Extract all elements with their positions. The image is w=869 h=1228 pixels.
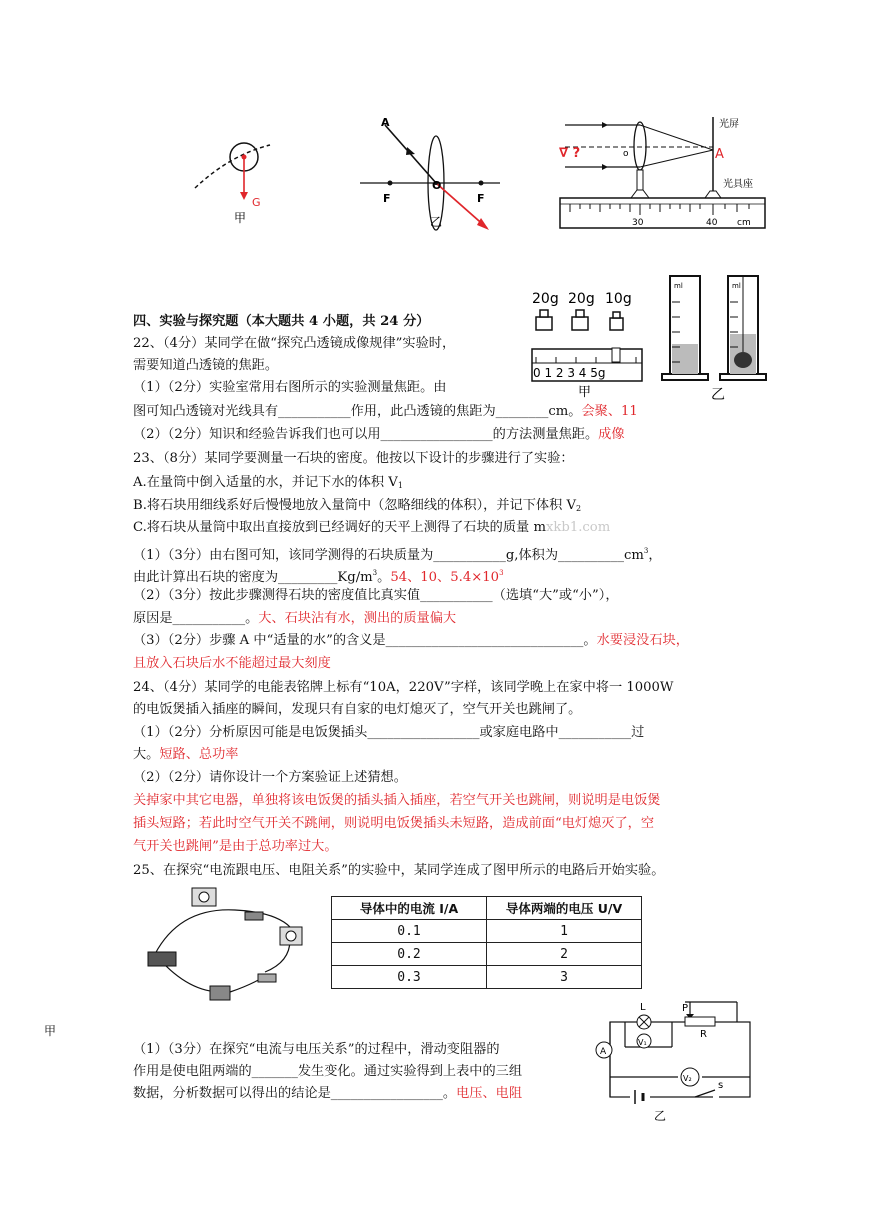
q22-part1-a: （1）（2分）实验室常用右图所示的实验测量焦距。由 — [133, 380, 447, 395]
q23-part1-answer: 54、10、$5.4\times 10^3$ — [390, 569, 504, 585]
figure-yi-lens — [355, 110, 505, 235]
fig-yi2-label: 乙 — [711, 387, 725, 402]
figure-weights-balance — [528, 286, 653, 401]
circuit-lamp-label: L — [640, 1002, 646, 1013]
q24-part1-answer: 短路、总功率 — [159, 747, 239, 762]
section-title: 四、实验与探究题（本大题共 4 小题，共 24 分） — [133, 314, 430, 329]
ruler-30-label: 30 — [632, 218, 644, 228]
q25-part1-b: 作用是使电阻两端的_______发生变化。通过实验得到上表中的三组 — [133, 1064, 523, 1079]
weight-3-label: 10g — [605, 291, 632, 307]
q25-part1-answer: 电压、电阻 — [456, 1086, 523, 1101]
ray-a-label: A — [381, 116, 390, 129]
q22-part1-b: 图可知凸透镜对光线具有___________作用，此凸透镜的焦距为________cm。会聚、11 — [133, 404, 638, 419]
figure-jia-trajectory — [190, 130, 280, 230]
voltmeter-2-icon: V₂ — [683, 1074, 692, 1083]
weight-2-label: 20g — [568, 291, 595, 307]
figure-optical-bench — [555, 112, 770, 232]
q23-part3: （3）（2分）步骤 A 中“适量的水”的含义是______________________________。水要浸没石块， — [133, 633, 689, 648]
q22-intro-2: 需要知道凸透镜的焦距。 — [133, 358, 279, 373]
weight-1-label: 20g — [532, 291, 559, 307]
q23-part3-answer: 水要浸没石块， — [596, 633, 689, 648]
table-header-current: 导体中的电流 I/A — [332, 897, 487, 920]
center-o-label: O — [432, 179, 442, 192]
fig-jia3-label: 甲 — [44, 1024, 57, 1038]
q22-part2: （2）（2分）知识和经验告诉我们也可以用_________________的方法测量焦距。成像 — [133, 427, 625, 442]
q23-step-b: B.将石块用细线系好后慢慢地放入量筒中（忽略细线的体积），并记下体积 $V_2$ — [133, 498, 582, 513]
voltmeter-1-icon: V₁ — [638, 1038, 647, 1047]
screen-label: 光屏 — [719, 119, 739, 130]
q24-part1: （1）（2分）分析原因可能是电饭煲插头_________________或家庭电路中___________过 — [133, 725, 645, 740]
q23-part2-a: （2）（3分）按此步骤测得石块的密度值比真实值___________（选填“大”或“小”）， — [133, 588, 619, 603]
q23-intro: 23、（8分）某同学要测量一石块的密度。他按以下设计的步骤进行了实验： — [133, 451, 574, 466]
q25-part1-c: 数据，分析数据可以得出的结论是_________________。电压、电阻 — [133, 1086, 523, 1101]
table-row: 0.2 2 — [332, 943, 642, 966]
focal-question-label: ∇ ? — [559, 146, 581, 161]
lens-center-label: o — [623, 149, 629, 159]
q24-intro-1: 24、（4分）某同学的电能表铭牌上标有“10A，220V”字样，该同学晚上在家中将一 1000W — [133, 680, 674, 695]
q24-answer-2: 插头短路；若此时空气开关不跳闸，则说明电饭煲插头未短路，造成前面“电灯熄灭了，空 — [133, 816, 655, 831]
q24-answer-1: 关掉家中其它电器，单独将该电饭煲的插头插入插座，若空气开关也跳闸，则说明是电饭煲 — [133, 793, 661, 808]
q22-part1-answer: 会聚、11 — [581, 404, 638, 419]
focus-right-label: F — [477, 192, 485, 205]
q25-intro: 25、在探究“电流跟电压、电阻关系”的实验中，某同学连成了图甲所示的电路后开始实验。 — [133, 863, 665, 878]
q23-step-c: C.将石块从量筒中取出直接放到已经调好的天平上测得了石块的质量 mxkb1.com — [133, 520, 611, 535]
ruler-cm-label: cm — [737, 218, 751, 228]
circuit-r-label: R — [700, 1029, 707, 1040]
weight-icon — [536, 310, 623, 330]
q22-intro-1: 22、（4分）某同学在做“探究凸透镜成像规律”实验时， — [133, 336, 456, 351]
balance-scale-label: 0 1 2 3 4 5g — [533, 366, 606, 380]
q23-step-a: A.在量筒中倒入适量的水，并记下水的体积 $V_1$ — [133, 475, 403, 490]
q24-part1-b: 大。短路、总功率 — [133, 747, 239, 762]
q23-part1-a: （1）（3分）由右图可知，该同学测得的石块质量为___________g,体积为$\_\_\_\_\_\_\_\_\_\_cm^3$， — [133, 547, 662, 563]
cylinder-unit-label-1: ml — [674, 282, 683, 290]
fig-jia2-label: 甲 — [578, 385, 592, 400]
fig-yi-label: 乙 — [430, 215, 443, 229]
q23-part2-answer: 大、石块沾有水，测出的质量偏大 — [258, 611, 457, 626]
ammeter-icon: A — [600, 1047, 607, 1057]
focus-left-label: F — [383, 192, 391, 205]
image-point-label: A — [715, 147, 724, 162]
ruler-40-label: 40 — [706, 218, 718, 228]
q25-part1-a: （1）（3分）在探究“电流与电压关系”的过程中，滑动变阻器的 — [133, 1042, 500, 1057]
gravity-label: G — [252, 196, 261, 209]
fig-yi3-label: 乙 — [654, 1109, 667, 1122]
watermark: xkb1.com — [545, 520, 611, 535]
figure-circuit-diagram — [590, 992, 765, 1122]
table-row: 0.3 3 — [332, 966, 642, 989]
current-voltage-table — [331, 896, 642, 989]
table-header-row — [332, 897, 642, 920]
table-header-voltage: 导体两端的电压 U/V — [487, 897, 642, 920]
circuit-p-label: P — [682, 1003, 689, 1014]
q24-answer-3: 气开关也跳闸”是由于总功率过大。 — [133, 839, 338, 854]
q23-part1-b: 由此计算出石块的密度为$\_\_\_\_\_\_\_\_\_Kg/m^3$。54、10、$5.4\times 10^3$ — [133, 569, 504, 585]
table-row: 0.1 1 — [332, 920, 642, 943]
circuit-switch-label: s — [718, 1080, 724, 1091]
q24-part2: （2）（2分）请你设计一个方案验证上述猜想。 — [133, 770, 407, 785]
fig-jia-label: 甲 — [234, 211, 247, 225]
q22-part2-answer: 成像 — [598, 427, 625, 442]
figure-circuit-photo — [140, 882, 315, 1002]
q23-part2-b: 原因是___________。大、石块沾有水，测出的质量偏大 — [133, 611, 457, 626]
q23-part3-answer-cont: 且放入石块后水不能超过最大刻度 — [133, 656, 331, 671]
bench-label: 光具座 — [723, 179, 753, 190]
figure-measuring-cylinders — [660, 272, 775, 402]
q24-intro-2: 的电饭煲插入插座的瞬间，发现只有自家的电灯熄灭了，空气开关也跳闸了。 — [133, 702, 582, 717]
cylinder-unit-label-2: ml — [732, 282, 741, 290]
